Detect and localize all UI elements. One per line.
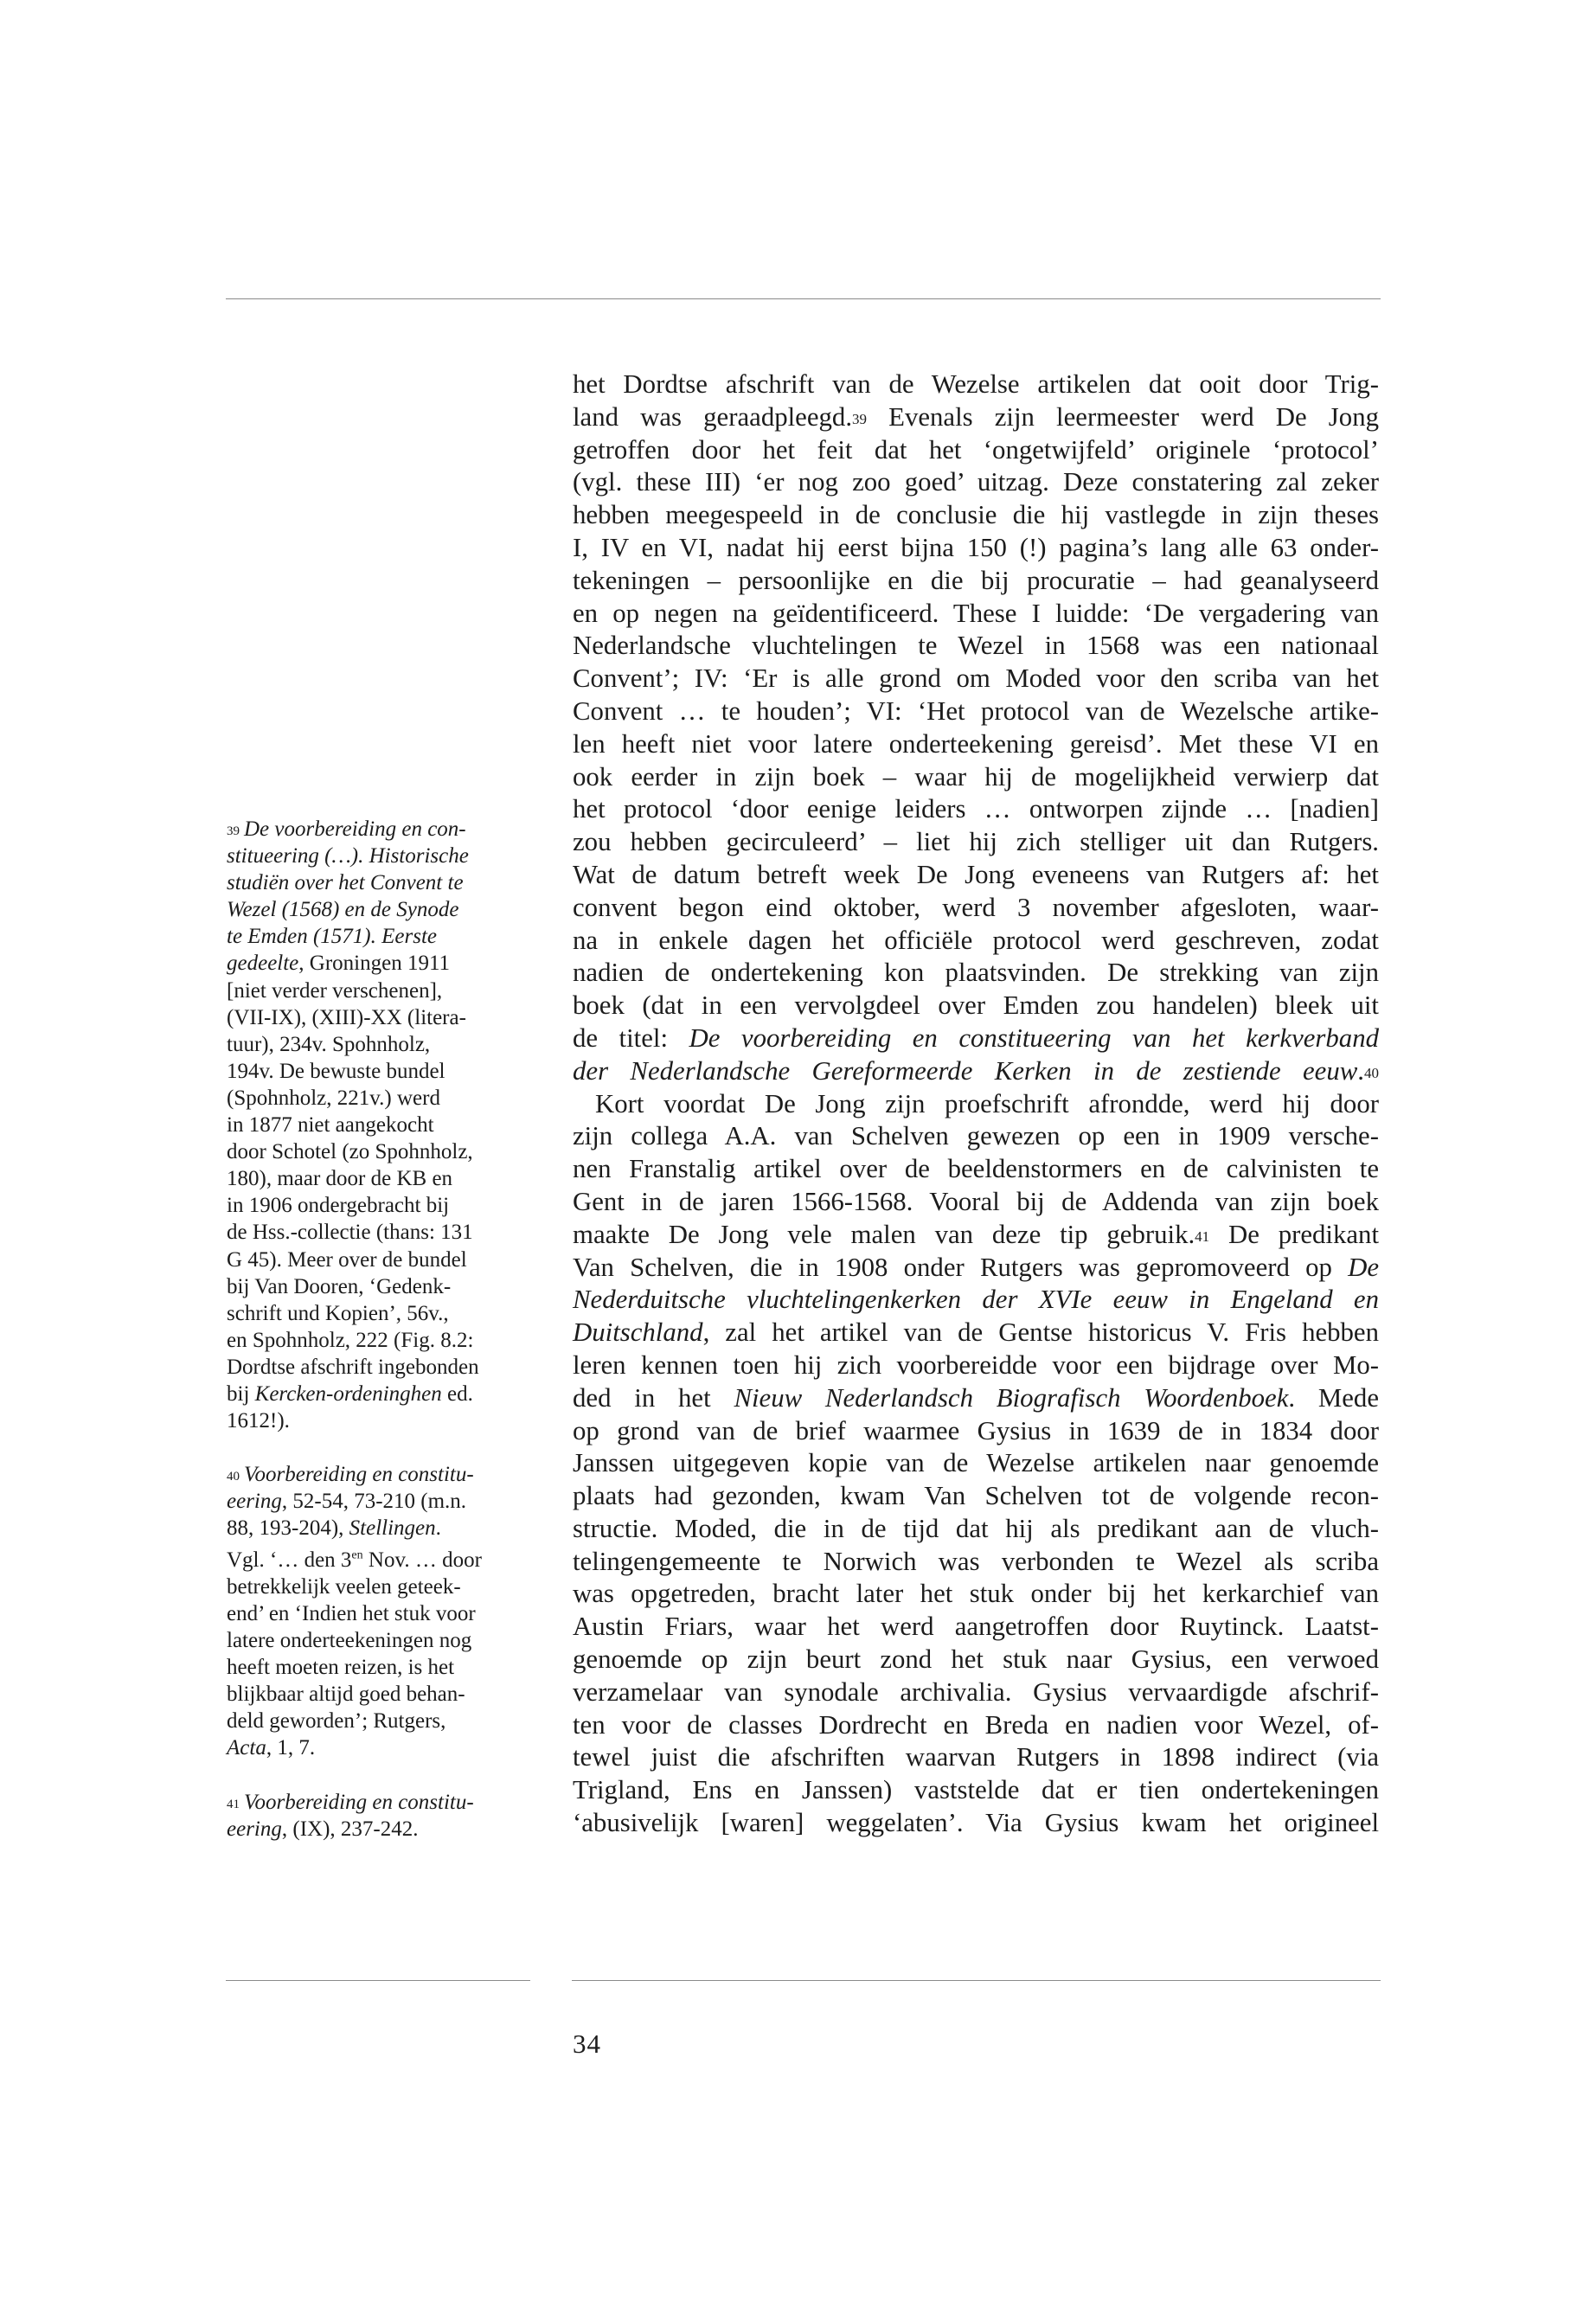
footnote-text: De voorbereiding en con- stitueering (…). Historische studiën over het Convent te Wezel (1568) en de Synode te Emden (1571). Eerste gedeelte, Groningen 1911 [niet verder verschenen], (VII-IX), (XIII)-XX (litera- tuur), 234v. Spohnholz, 194v. De bewuste bundel (Spohnholz, 221v.) werd in 1877 niet aangekocht door Schotel (zo Spohnholz, 180), maar door de KB en in 1906 ondergebracht bij de Hss.-collectie (thans: 131 G 45). Meer over de bundel bij Van Dooren, ‘Gedenk- schrift und Kopien’, 56v., en Spohnholz, 222 (Fig. 8.2: Dordtse afschrift ingebonden bij Kercken-ordeninghen ed. 1612!).: [227, 817, 479, 1433]
footnote-number: 40: [227, 1470, 240, 1484]
paragraph: Kort voordat De Jong zijn proefschrift afrondde, werd hij door zijn collega A.A. van Schelven gewezen op een in 1909 versche- nen Franstalig artikel over de beeldenstormers en de calvinisten te Gent in de jaren 1566-1568. Vooral bij de Addenda van zijn boek maakte De Jong vele malen van deze tip gebruik.$^{41}$ De predikant Van Schelven, die in 1908 onder Rutgers was gepromoveerd op De Nederduitsche vluchtelingenkerken der XVIe eeuw in Engeland en Duitschland, zal het artikel van de Gentse historicus V. Fris hebben leren kennen toen hij zich voorbereidde voor een bijdrage over Mo- ded in het Nieuw Nederlandsch Biografisch Woordenboek. Mede op grond van de brief waarmee Gysius in 1639 de in 1834 door Janssen uitgegeven kopie van de Wezelse artikelen naar genoemde plaats had gezonden, kwam Van Schelven tot de volgende recon- structie. Moded, die in de tijd dat hij als predikant aan de vluch- telingengemeente te Norwich was verbonden te Wezel als scriba was opgetreden, bracht later het stuk onder bij het kerkarchief van Austin Friars, waar het werd aangetroffen door Ruytinck. Laatst- genoemde op zijn beurt zond het stuk naar Gysius, een verwoed verzamelaar van synodale archivalia. Gysius vervaardigde afschrif- ten voor de classes Dordrecht en Breda en nadien voor Wezel, of- tewel juist die afschriften waarvan Rutgers in 1898 indirect (via Trigland, Ens en Janssen) vaststelde dat er tien ondertekeningen ‘abusivelijk [waren] weggelaten’. Via Gysius kwam het origineel: [573, 1088, 1379, 1838]
footnote-40: [227, 1461, 529, 1761]
header-rule: [226, 298, 1381, 299]
sidenotes: [227, 816, 529, 1869]
footer-rule-left: [226, 1980, 530, 1981]
footnote-text: Voorbereiding en constitu- eering, (IX), 237-242.: [227, 1790, 474, 1841]
footnote-41: [227, 1789, 529, 1843]
page-number: 34: [573, 2029, 601, 2059]
footer-rule-right: [572, 1980, 1381, 1981]
footnote-text: Voorbereiding en constitu- eering, 52-54, 73-210 (m.n. 88, 193-204), Stellingen. Vgl. ‘… den $3^{en}$ Nov. … door betrekkelijk veelen geteek- end’ en ‘Indien het stuk voor latere onderteekeningen nog heeft moeten reizen, is het blijkbaar altijd goed behan- deld geworden’; Rutgers, Acta, 1, 7.: [227, 1463, 482, 1760]
footnote-number: 41: [227, 1797, 240, 1811]
body-text: [573, 369, 1379, 1840]
footnote-number: 39: [227, 824, 240, 838]
footnote-39: [227, 816, 529, 1434]
paragraph: het Dordtse afschrift van de Wezelse artikelen dat ooit door Trig- land was geraadpleegd.$^{39}$ Evenals zijn leermeester werd De Jong getroffen door het feit dat het ‘ongetwijfeld’ originele ‘protocol’ (vgl. these III) ‘er nog zoo goed’ uitzag. Deze constatering zal zeker hebben meegespeeld in de conclusie die hij vastlegde in zijn theses I, IV en VI, nadat hij eerst bijna 150 (!) pagina’s lang alle 63 onder- tekeningen – persoonlijke en die bij procuratie – had geanalyseerd en op negen na geïdentificeerd. These I luidde: ‘De vergadering van Nederlandsche vluchtelingen te Wezel in 1568 was een nationaal Convent’; IV: ‘Er is alle grond om Moded voor den scriba van het Convent … te houden’; VI: ‘Het protocol van de Wezelsche artike- len heeft niet voor latere onderteekening gereisd’. Met these VI en ook eerder in zijn boek – waar hij de mogelijkheid verwierp dat het protocol ‘door eenige leiders … ontworpen zijnde … [nadien] zou hebben gecirculeerd’ – liet hij zich stelliger uit dan Rutgers. Wat de datum betreft week De Jong eveneens van Rutgers af: het convent begon eind oktober, werd 3 november afgesloten, waar- na in enkele dagen het officiële protocol werd geschreven, zodat nadien de ondertekening kon plaatsvinden. De strekking van zijn boek (dat in een vervolgdeel over Emden zou handelen) bleek uit de titel: De voorbereiding en constitueering van het kerkverband der Nederlandsche Gereformeerde Kerken in de zestiende eeuw.$^{40}$: [573, 369, 1379, 1086]
